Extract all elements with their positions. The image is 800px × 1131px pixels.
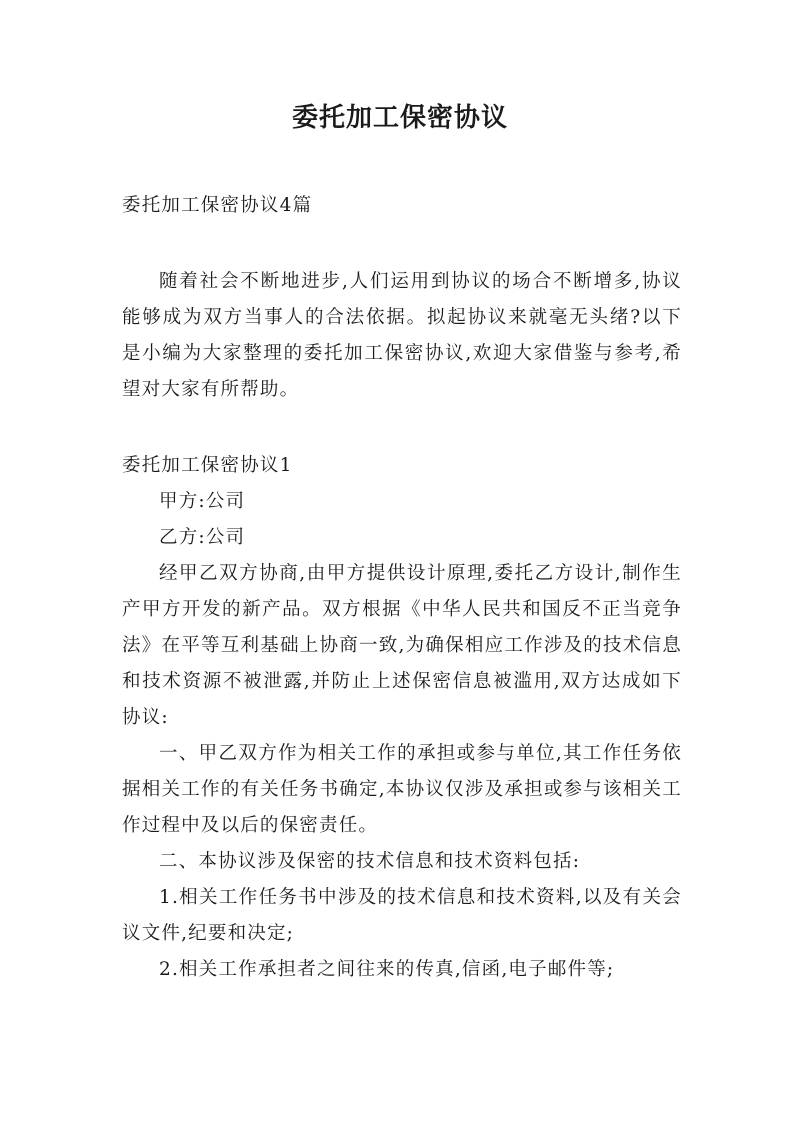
document-title: 委托加工保密协议 xyxy=(291,103,508,133)
clause-item-2: 2.相关工作承担者之间往来的传真,信函,电子邮件等; xyxy=(159,959,615,980)
clause-one: 一、甲乙双方作为相关工作的承担或参与单位,其工作任务依据相关工作的有关任务书确定,本协议仅涉及承担或参与该相关工作过程中及以后的保密责任。 xyxy=(122,743,682,836)
party-a-line: 甲方:公司 xyxy=(159,491,246,512)
document-body xyxy=(122,188,682,988)
intro-paragraph: 随着社会不断地进步,人们运用到协议的场合不断增多,协议能够成为双方当事人的合法依据。拟起协议来就毫无头绪?以下是小编为大家整理的委托加工保密协议,欢迎大家借鉴与参考,希望对大家有所帮助。 xyxy=(122,271,682,400)
agreement-paragraph: 经甲乙双方协商,由甲方提供设计原理,委托乙方设计,制作生产甲方开发的新产品。双方根据《中华人民共和国反不正当竞争法》在平等互利基础上协商一致,为确保相应工作涉及的技术信息和技术资源不被泄露,并防止上述保密信息被滥用,双方达成如下协议: xyxy=(122,563,682,728)
document-subtitle: 委托加工保密协议4篇 xyxy=(122,195,313,216)
clause-two: 二、本协议涉及保密的技术信息和技术资料包括: xyxy=(159,851,581,872)
section-heading: 委托加工保密协议1 xyxy=(122,455,293,476)
party-b-line: 乙方:公司 xyxy=(159,527,246,548)
clause-item-1: 1.相关工作任务书中涉及的技术信息和技术资料,以及有关会议文件,纪要和决定; xyxy=(122,887,682,944)
